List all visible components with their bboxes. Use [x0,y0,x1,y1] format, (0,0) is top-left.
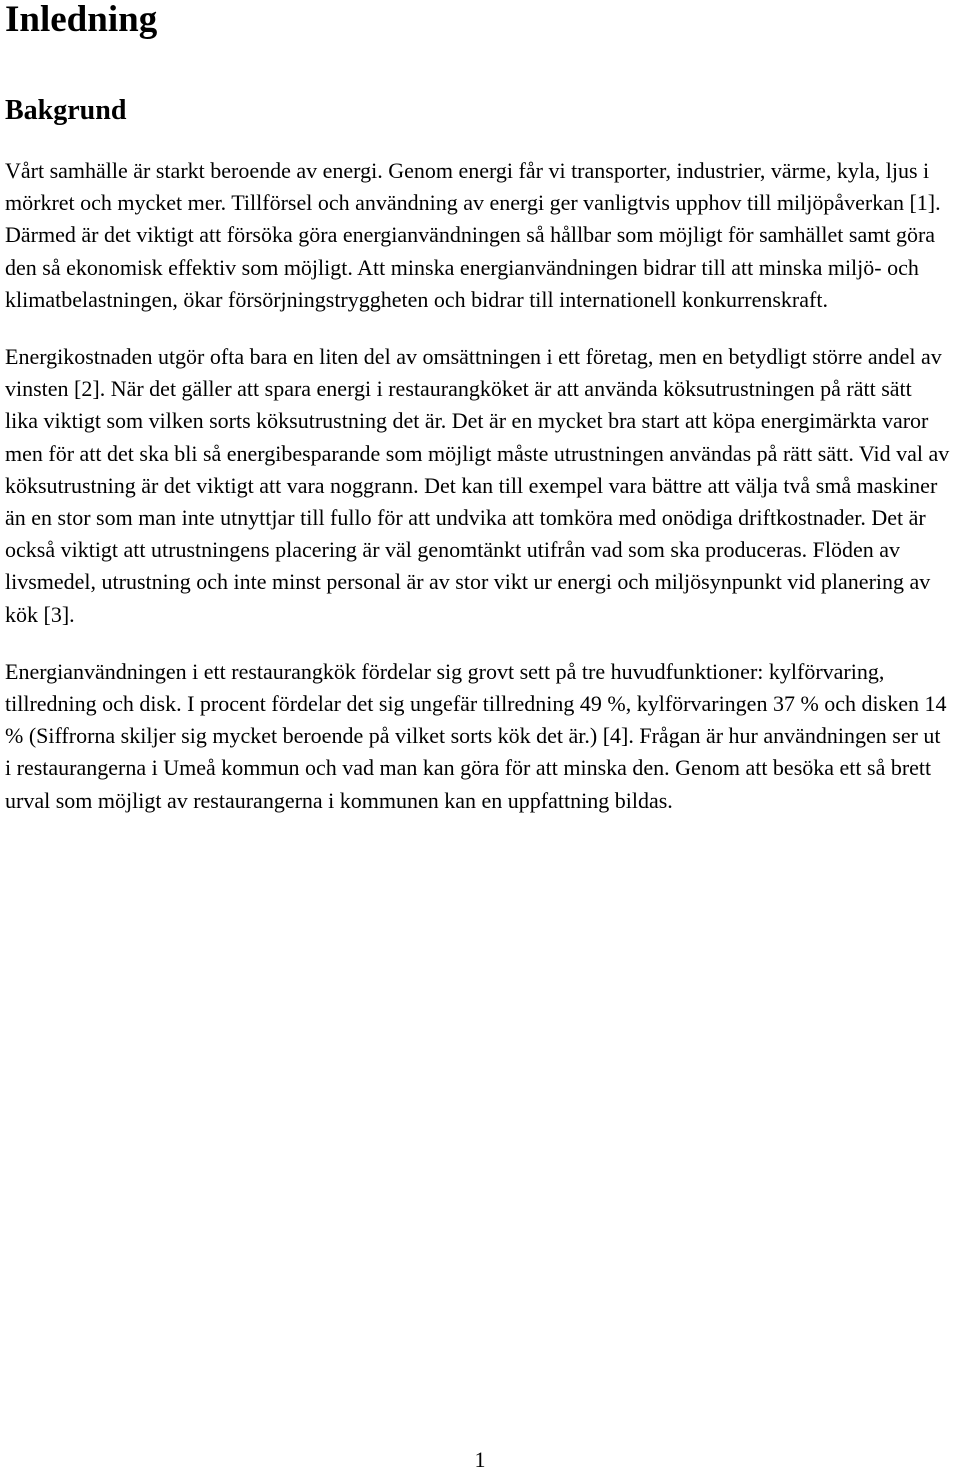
paragraph-1: Vårt samhälle är starkt beroende av energi. Genom energi får vi transporter, industrier, värme, kyla, ljus i mörkret och mycket mer. Tillförsel och användning av energi ger vanligtvis upphov till miljöpåverkan [1]. Därmed är det viktigt att försöka göra energianvändningen så hållbar som möjligt för samhället samt göra den så ekonomisk effektiv som möjligt. Att minska energianvändningen bidrar till att minska miljö- och klimatbelastningen, ökar försörjningstryggheten och bidrar till internationell konkurrenskraft. [5,158,941,312]
paragraph-2: Energikostnaden utgör ofta bara en liten del av omsättningen i ett företag, men en betydligt större andel av vinsten [2]. När det gäller att spara energi i restaurangköket är att använda köksutrustningen på rätt sätt lika viktigt som vilken sorts köksutrustning det är. Det är en mycket bra start att köpa energimärkta varor men för att det ska bli så energibesparande som möjligt måste utrustningen användas på rätt sätt. Vid val av köksutrustning är det viktigt att vara noggrann. Det kan till exempel vara bättre att välja två små maskiner än en stor som man inte utnyttjar till fullo för att undvika att tomköra med onödiga driftkostnader. Det är också viktigt att utrustningens placering är väl genomtänkt utifrån vad som ska produceras. Flöden av livsmedel, utrustning och inte minst personal är av stor vikt ur energi och miljösynpunkt vid planering av kök [3]. [5,344,950,627]
page-number: 1 [474,1447,486,1472]
page-title: Inledning [5,0,158,40]
section-heading: Bakgrund [5,95,127,126]
paragraph-3: Energianvändningen i ett restaurangkök fördelar sig grovt sett på tre huvudfunktioner: kylförvaring, tillredning och disk. I procent fördelar det sig ungefär tillredning 49 %, kylförvaringen 37 % och disken 14 % (Siffrorna skiljer sig mycket beroende på vilket sorts kök det är.) [4]. Frågan är hur användningen ser ut i restaurangerna i Umeå kommun och vad man kan göra för att minska den. Genom att besöka ett så brett urval som möjligt av restaurangerna i kommunen kan en uppfattning bildas. [5,658,947,813]
body-text [5,155,950,842]
